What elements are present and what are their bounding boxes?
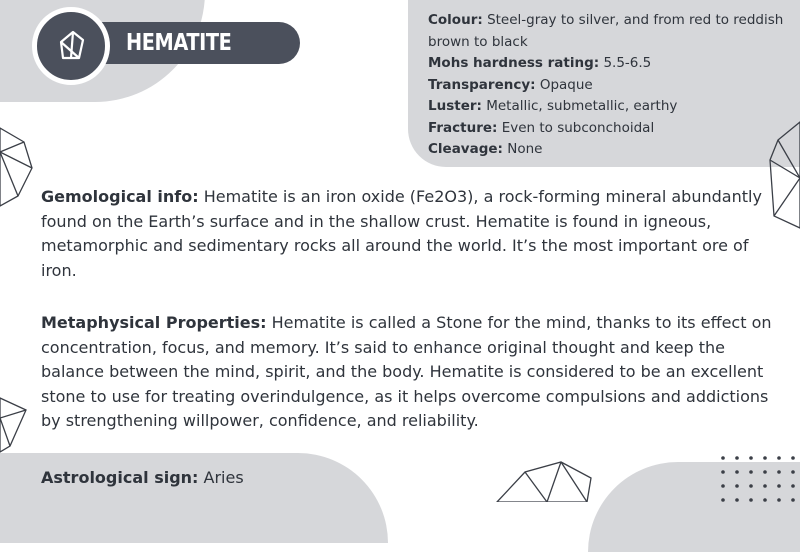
dot-grid-decoration <box>720 452 800 502</box>
gemological-info-label: Gemological info: <box>41 187 199 206</box>
property-fracture: Fracture: Even to subconchoidal <box>428 119 655 136</box>
property-luster: Luster: Metallic, submetallic, earthy <box>428 98 678 114</box>
metaphysical-properties-paragraph <box>41 311 781 434</box>
crystal-outline-left-bottom-icon <box>0 394 30 454</box>
logo-badge <box>32 7 110 85</box>
crystal-gem-icon <box>53 28 89 64</box>
astrological-sign-label: Astrological sign: <box>41 468 199 487</box>
metaphysical-properties-label: Metaphysical Properties: <box>41 313 267 332</box>
property-transparency: Transparency: Opaque <box>428 76 593 93</box>
astrological-sign <box>41 466 244 490</box>
property-hardness: Mohs hardness rating: 5.5-6.5 <box>428 55 652 71</box>
gemological-info-paragraph <box>41 185 781 283</box>
metaphysical-properties-text: Hematite is called a Stone for the mind, thanks to its effect on concentration, focus, and memory. It’s said to enhance original thought and keep the balance between the mind, spirit, and the body. Hematite is considered to be an excellent stone to use for treating overindulgence, as it helps overcome compulsions and addictions by strengthening willpower, confidence, and reliability. <box>41 313 772 430</box>
astrological-sign-value: Aries <box>203 468 244 487</box>
page-title: HEMATITE <box>126 30 232 56</box>
properties-list <box>428 10 788 161</box>
crystal-outline-left-top-icon <box>0 122 40 212</box>
property-colour: Colour: Steel-gray to silver, and from red to reddish brown to black <box>428 12 784 50</box>
property-cleavage: Cleavage: None <box>428 141 543 157</box>
crystal-outline-bottom-icon <box>495 460 595 502</box>
gemological-info-text: Hematite is an iron oxide (Fe2O3), a rock-forming mineral abundantly found on the Earth’s surface and in the shallow crust. Hematite is found in igneous, metamorphic and sedimentary rocks all around the world. It’s the most important ore of iron. <box>41 187 762 280</box>
